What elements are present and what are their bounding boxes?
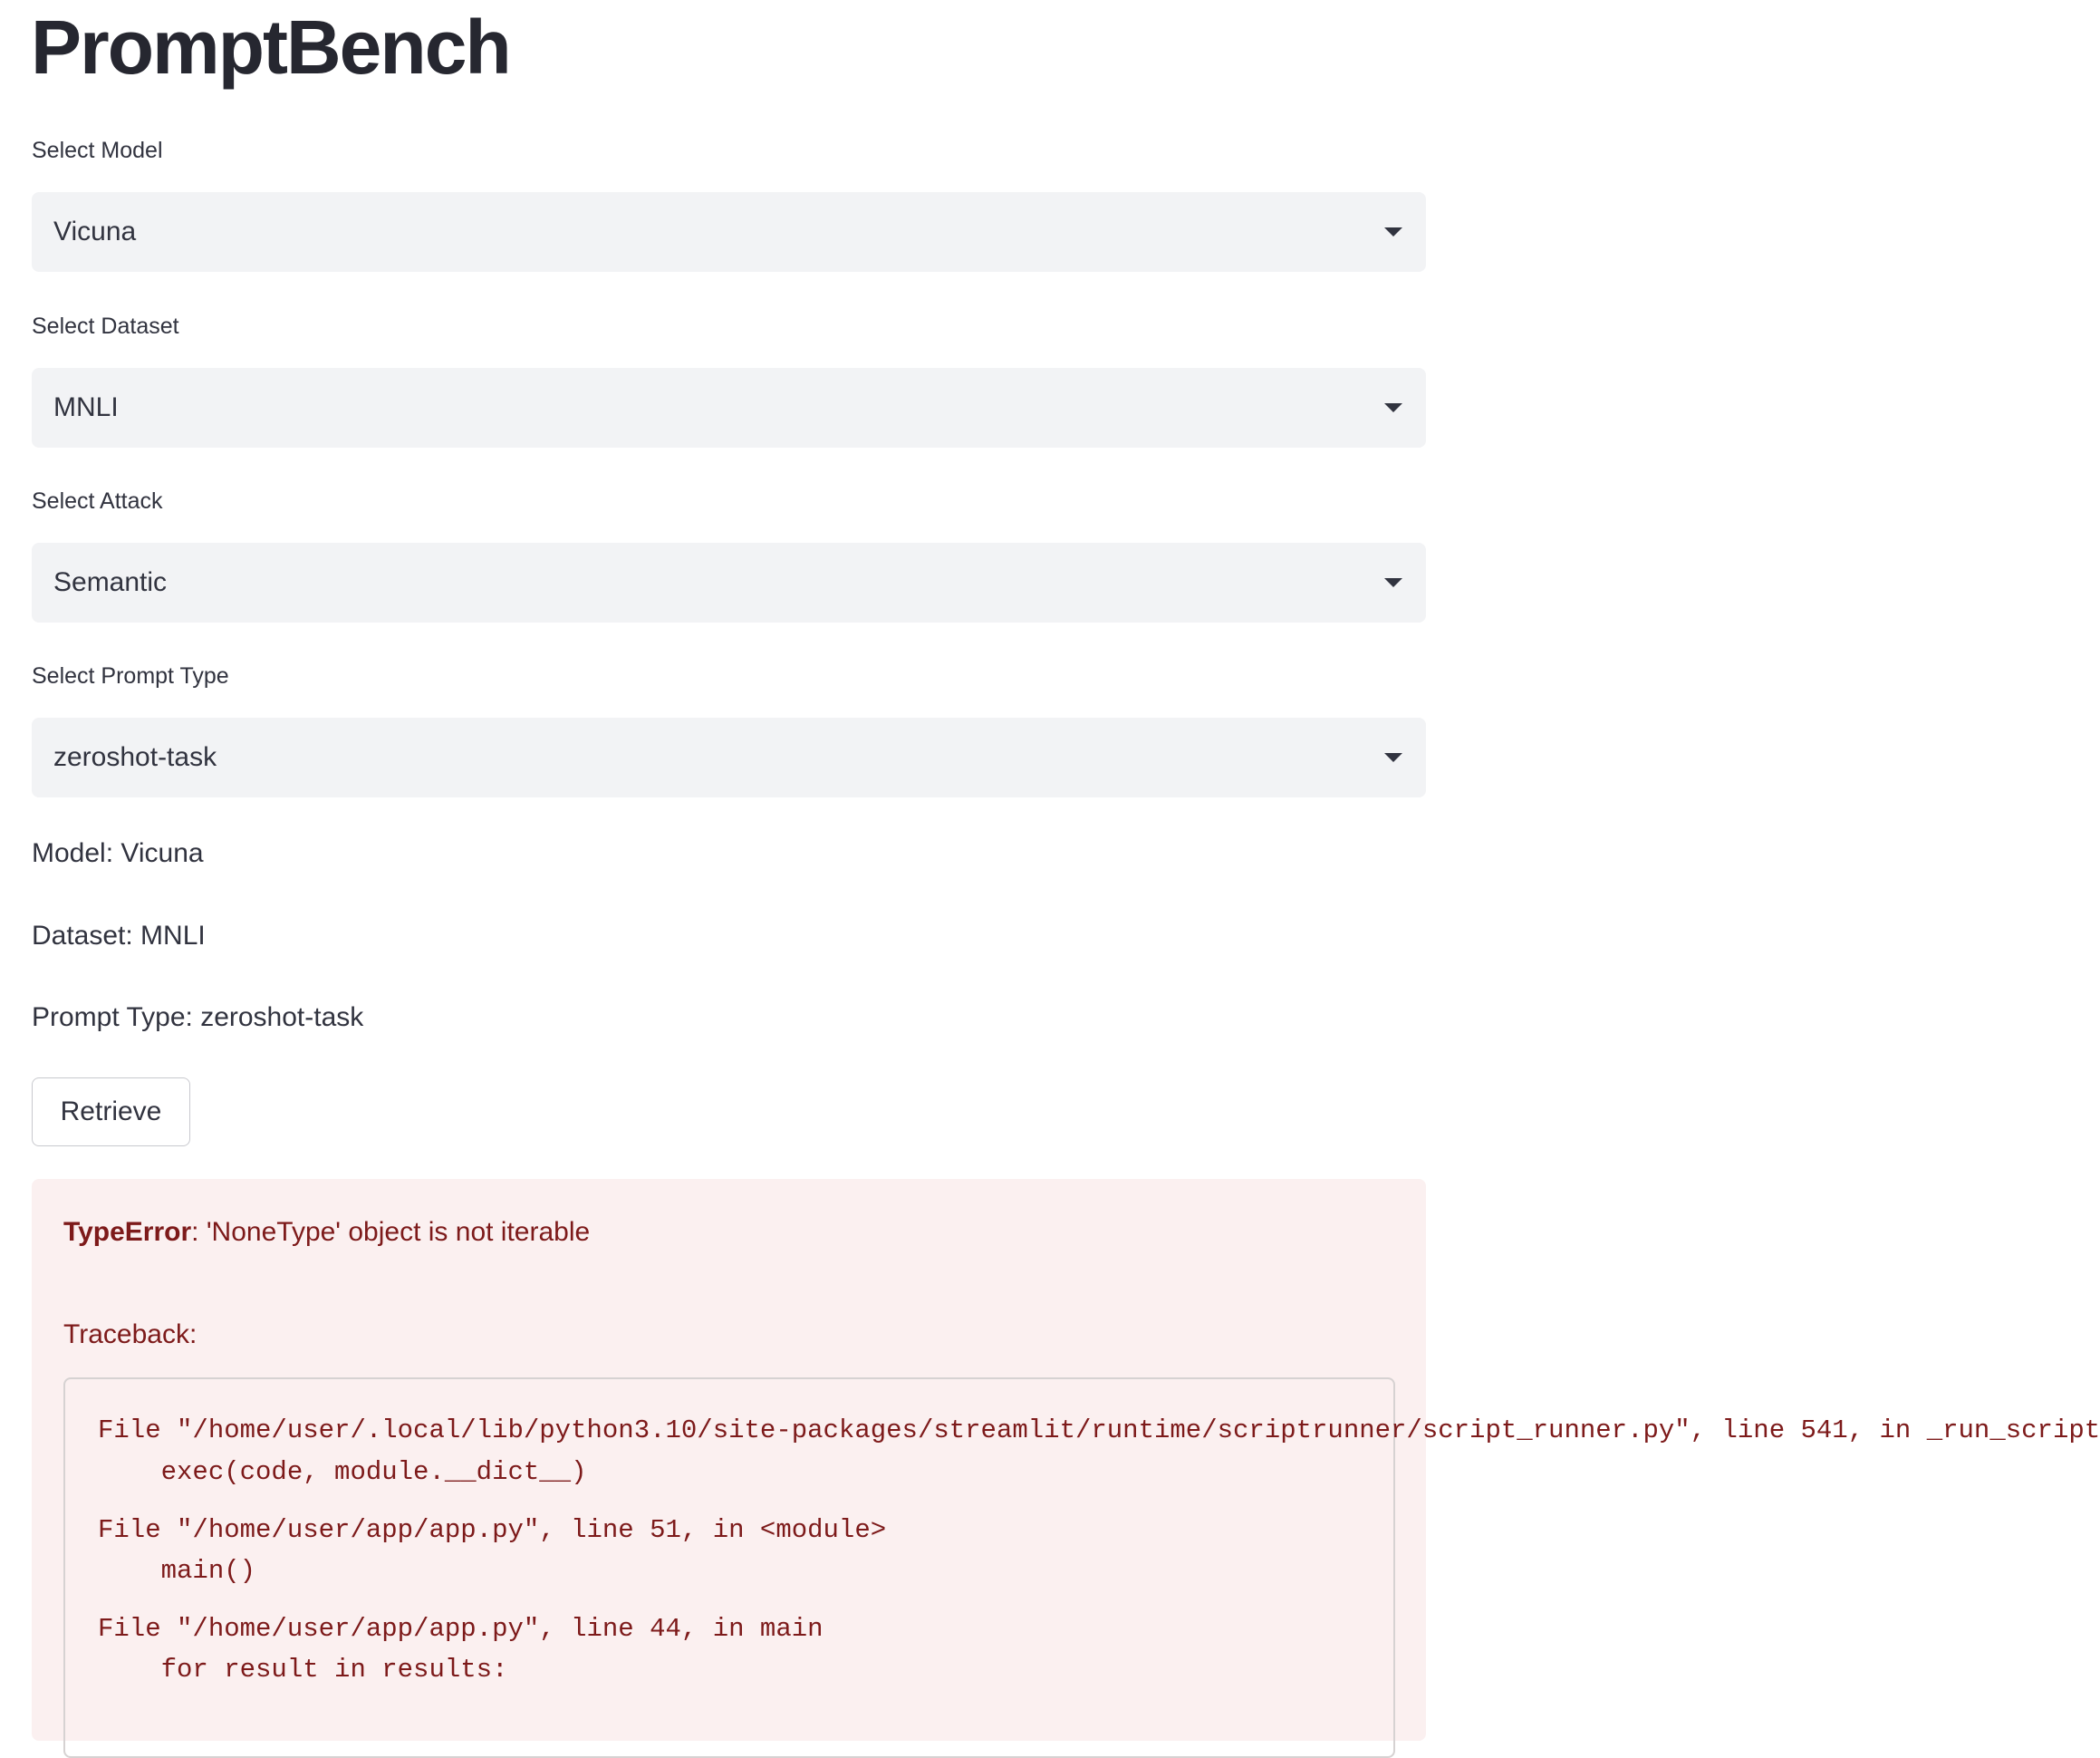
- traceback-code-block[interactable]: [63, 1377, 2100, 1758]
- retrieve-button[interactable]: Retrieve: [32, 1077, 190, 1146]
- model-info: Model: Vicuna: [32, 838, 204, 868]
- select-model-dropdown[interactable]: [32, 192, 1426, 272]
- select-prompt-type-label: Select Prompt Type: [32, 663, 229, 689]
- select-dataset-dropdown[interactable]: [32, 368, 1426, 448]
- traceback-line: File "/home/user/app/app.py", line 44, in main: [98, 1614, 824, 1644]
- error-type: TypeError: [63, 1217, 192, 1247]
- select-model-label: Select Model: [32, 138, 163, 163]
- chevron-down-icon: [1384, 578, 1402, 587]
- chevron-down-icon: [1384, 753, 1402, 762]
- select-attack-label: Select Attack: [32, 488, 163, 514]
- traceback-line: for result in results:: [98, 1655, 508, 1685]
- traceback-line: File "/home/user/app/app.py", line 51, in <module>: [98, 1515, 887, 1545]
- select-dataset-label: Select Dataset: [32, 314, 179, 339]
- chevron-down-icon: [1384, 227, 1402, 237]
- error-box: [32, 1179, 2100, 1741]
- error-text: : 'NoneType' object is not iterable: [191, 1217, 591, 1247]
- page-title: PromptBench: [31, 5, 510, 90]
- select-attack-dropdown[interactable]: [32, 543, 1426, 623]
- dataset-info: Dataset: MNLI: [32, 921, 206, 951]
- error-message: [63, 1217, 590, 1248]
- select-prompt-type-value: zeroshot-task: [53, 742, 217, 772]
- select-model-value: Vicuna: [53, 217, 137, 246]
- traceback-line: exec(code, module.__dict__): [98, 1457, 587, 1487]
- select-attack-value: Semantic: [53, 567, 168, 597]
- traceback-line: File "/home/user/.local/lib/python3.10/site-packages/streamlit/runtime/scriptrunner/script_runner.py", line 541, in _run_script: [98, 1415, 2100, 1445]
- select-dataset-value: MNLI: [53, 392, 119, 422]
- select-prompt-type-dropdown[interactable]: [32, 718, 1426, 797]
- prompt-type-info: Prompt Type: zeroshot-task: [32, 1002, 364, 1032]
- traceback-line: main(): [98, 1556, 256, 1586]
- chevron-down-icon: [1384, 403, 1402, 412]
- traceback-label: Traceback:: [63, 1319, 197, 1349]
